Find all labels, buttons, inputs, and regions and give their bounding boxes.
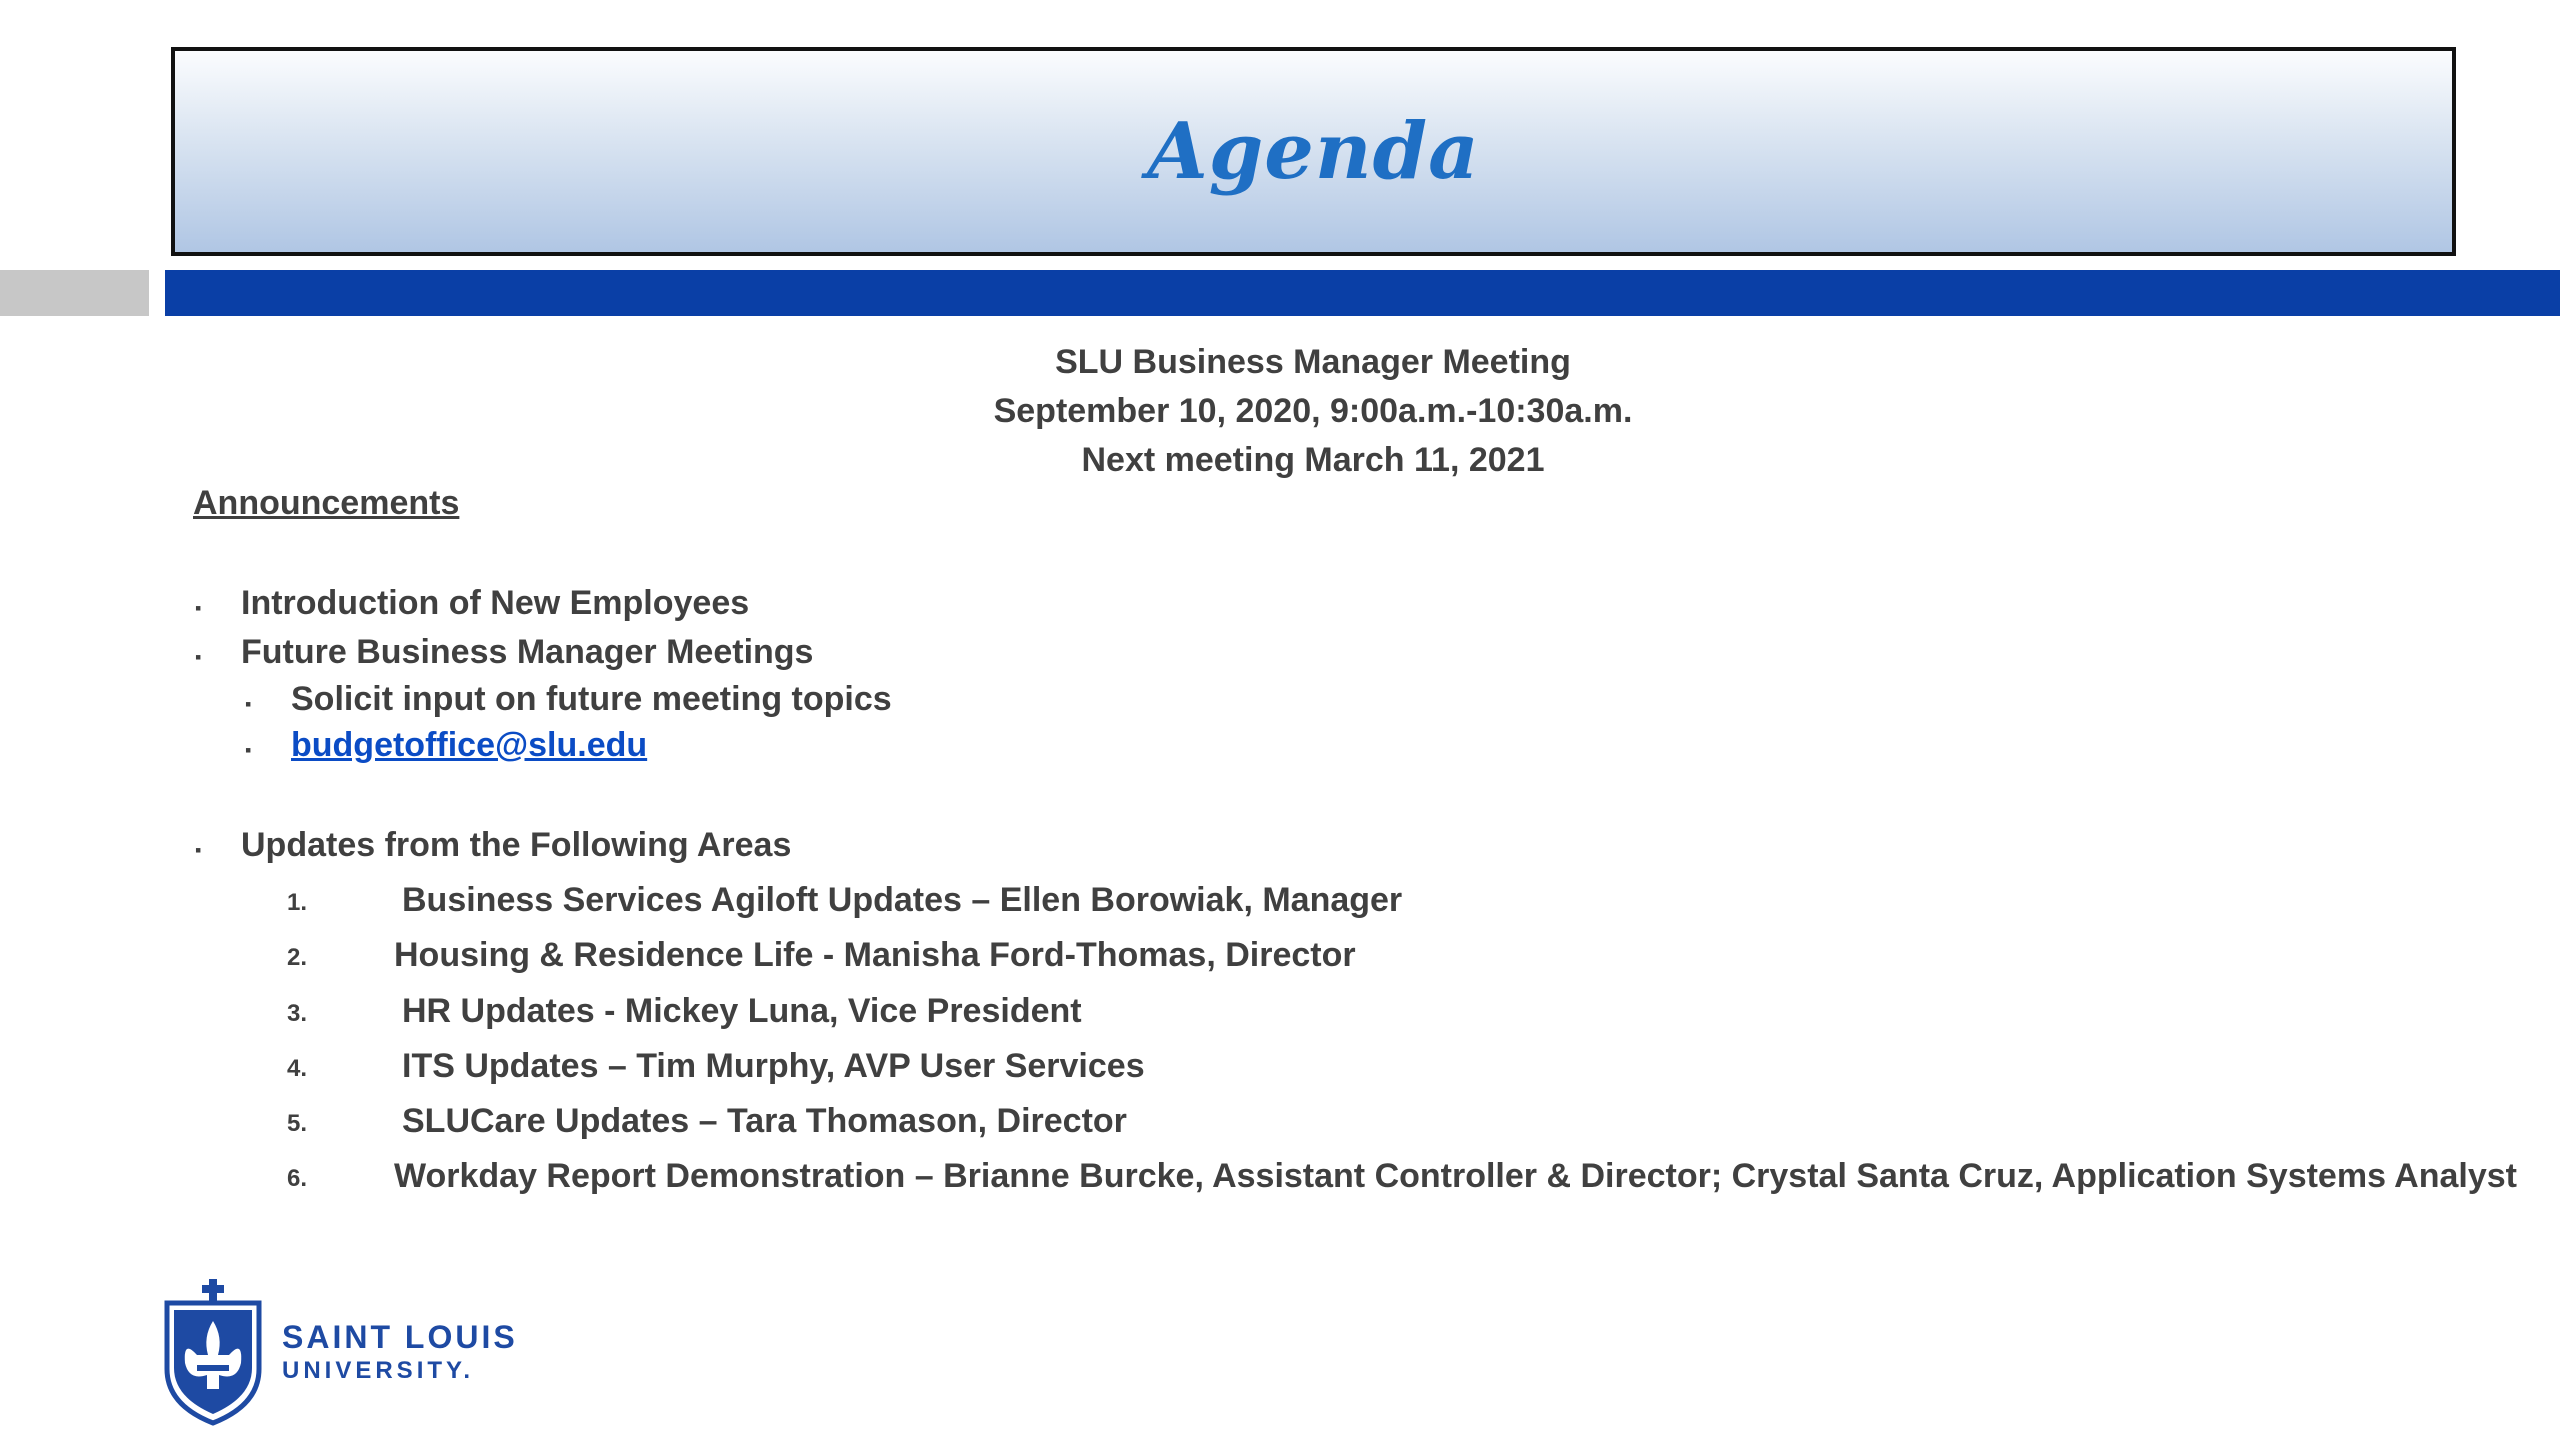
meeting-datetime: September 10, 2020, 9:00a.m.-10:30a.m.: [993, 392, 1633, 430]
numbered-item: [0, 1047, 2560, 1091]
next-meeting: Next meeting March 11, 2021: [1081, 441, 1545, 479]
list-item: [195, 633, 814, 672]
shield-fleur-de-lis-icon: [163, 1277, 263, 1427]
list-item: [195, 826, 792, 865]
item-text: Business Services Agiloft Updates – Ellen Borowiak, Manager: [402, 881, 1403, 919]
numbered-item: [0, 992, 2560, 1036]
item-number: 6.: [287, 1165, 308, 1192]
sub-list-item: [245, 680, 892, 719]
item-text: Housing & Residence Life - Manisha Ford-Thomas, Director: [394, 936, 1356, 974]
bullet-icon: ▪: [245, 694, 252, 714]
meeting-info: [0, 338, 2560, 485]
list-item-text: Introduction of New Employees: [241, 584, 750, 622]
budget-office-email-link[interactable]: budgetoffice@slu.edu: [291, 726, 648, 764]
item-number: 4.: [287, 1055, 308, 1082]
wordmark-line1: SAINT LOUIS: [282, 1319, 518, 1355]
accent-band-gray: [0, 270, 149, 316]
item-text: Workday Report Demonstration – Brianne Burcke, Assistant Controller & Director; Crystal Santa Cruz, Application Systems Analyst: [394, 1157, 2517, 1195]
item-number: 5.: [287, 1110, 308, 1137]
accent-band-blue: [165, 270, 2560, 316]
meeting-name: SLU Business Manager Meeting: [1055, 343, 1571, 381]
wordmark-line2: UNIVERSITY.: [282, 1357, 475, 1384]
title-banner: [171, 47, 2456, 256]
numbered-item: [0, 1157, 2560, 1201]
item-text: HR Updates - Mickey Luna, Vice President: [402, 992, 1082, 1030]
item-text: SLUCare Updates – Tara Thomason, Director: [402, 1102, 1127, 1140]
numbered-item: [0, 936, 2560, 980]
numbered-item: [0, 1102, 2560, 1146]
list-item: [195, 584, 750, 623]
item-number: 2.: [287, 944, 308, 971]
list-item-text: Updates from the Following Areas: [241, 826, 792, 864]
numbered-item: [0, 881, 2560, 925]
item-number: 3.: [287, 1000, 308, 1027]
list-item-text: Future Business Manager Meetings: [241, 633, 814, 671]
bullet-icon: ▪: [195, 647, 202, 667]
item-number: 1.: [287, 889, 308, 916]
bullet-icon: ▪: [245, 740, 252, 760]
list-item-text: Solicit input on future meeting topics: [291, 680, 892, 718]
sub-list-item: [245, 726, 648, 765]
item-text: ITS Updates – Tim Murphy, AVP User Services: [402, 1047, 1145, 1085]
university-wordmark: [282, 1318, 518, 1386]
bullet-icon: ▪: [195, 840, 202, 860]
bullet-icon: ▪: [195, 598, 202, 618]
slide-title: Agenda: [1147, 106, 1480, 197]
announcements-heading: Announcements: [193, 484, 460, 522]
